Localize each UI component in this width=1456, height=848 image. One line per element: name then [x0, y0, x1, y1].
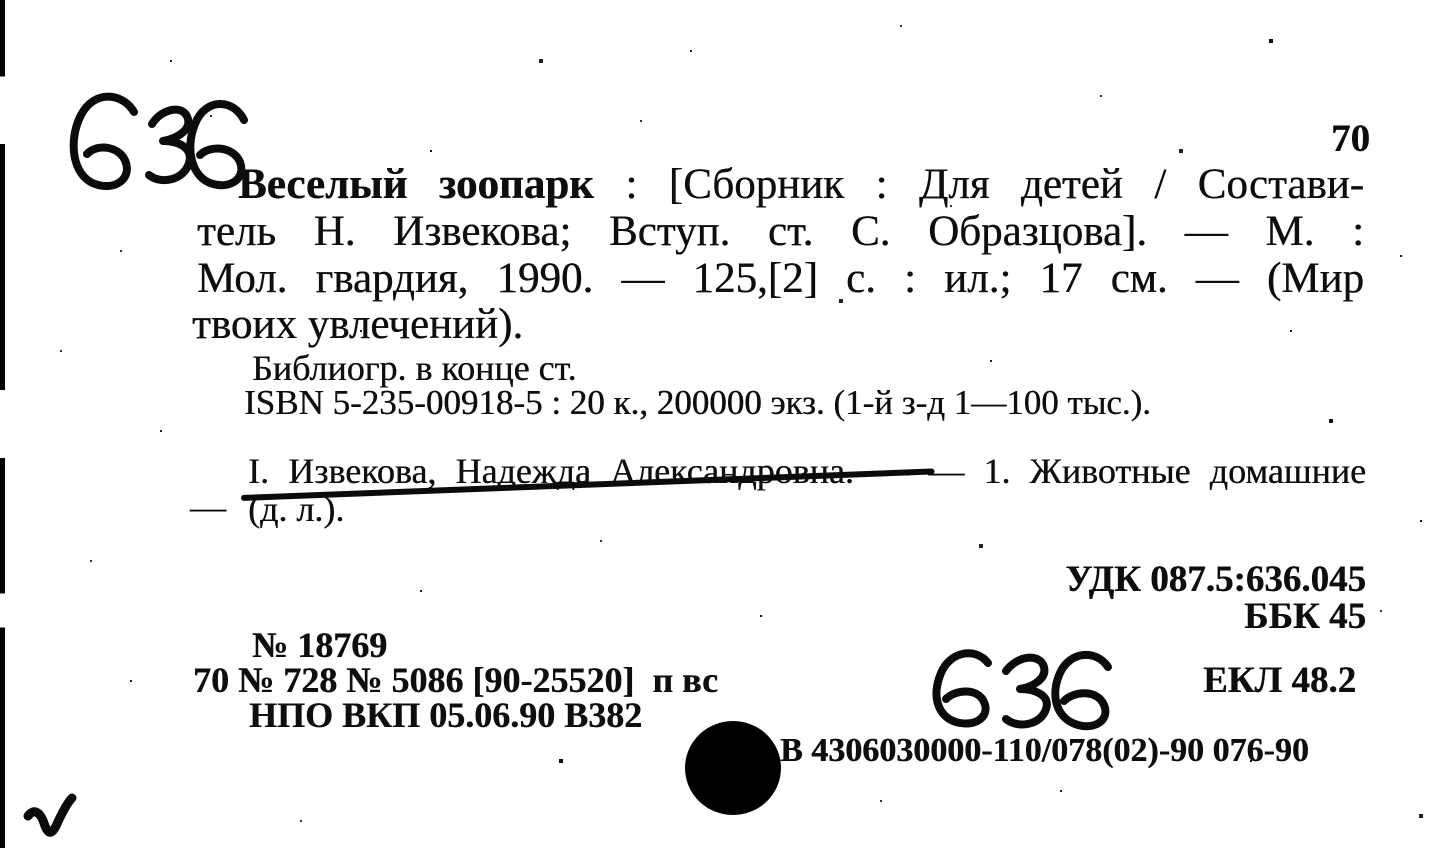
bbk-number: ББК 45: [1243, 596, 1366, 637]
scan-noise: [0, 0, 2, 2]
book-title: Веселый зоопарк: [238, 161, 594, 208]
scan-edge-line: [0, 0, 5, 848]
ekl-number: ЕКЛ 48.2: [1203, 660, 1357, 701]
batch-line: 70 № 728 № 5086 [90-25520] п вс: [193, 660, 718, 700]
catalog-code: В 4306030000-110/078(02)-90 076-90: [780, 732, 1309, 769]
tracings-line1: [248, 452, 1366, 491]
udc-number: УДК 087.5:636.045: [1065, 559, 1366, 600]
main-entry-line4: твоих увлечений).: [192, 301, 524, 348]
page-number: 70: [1331, 117, 1370, 160]
tracings-separator: — —: [873, 451, 965, 491]
added-entry-name: I. Извекова, Надежда Александровна.: [248, 451, 854, 491]
isbn-line: ISBN 5-235-00918-5 : 20 к., 200000 экз. (1-й з-д 1—100 тыс.).: [244, 383, 1151, 422]
tracings-continuation-dash: —: [190, 487, 226, 527]
main-entry-line3: Мол. гвардия, 1990. — 125,[2] с. : ил.; 17 см. — (Мир: [197, 255, 1364, 302]
main-entry-line2: тель Н. Извекова; Вступ. ст. С. Образцова]. — М. :: [197, 208, 1364, 255]
handwritten-class-number-top: [64, 88, 254, 228]
bibliography-note: Библиогр. в конце ст.: [252, 348, 577, 388]
hole-punch-mark: [685, 721, 781, 815]
handwritten-class-number-bottom: [928, 645, 1118, 740]
accession-number: № 18769: [252, 625, 388, 665]
main-entry-line1-rest: : [Сборник : Для детей / Состави-: [593, 161, 1365, 208]
handwritten-checkmark: [20, 790, 80, 845]
npo-line: НПО ВКП 05.06.90 В382: [249, 695, 643, 735]
main-entry-line1: [238, 162, 1364, 208]
tracings-continuation: (д. л.).: [248, 489, 345, 529]
subject-heading: 1. Животные домашние: [983, 451, 1367, 491]
